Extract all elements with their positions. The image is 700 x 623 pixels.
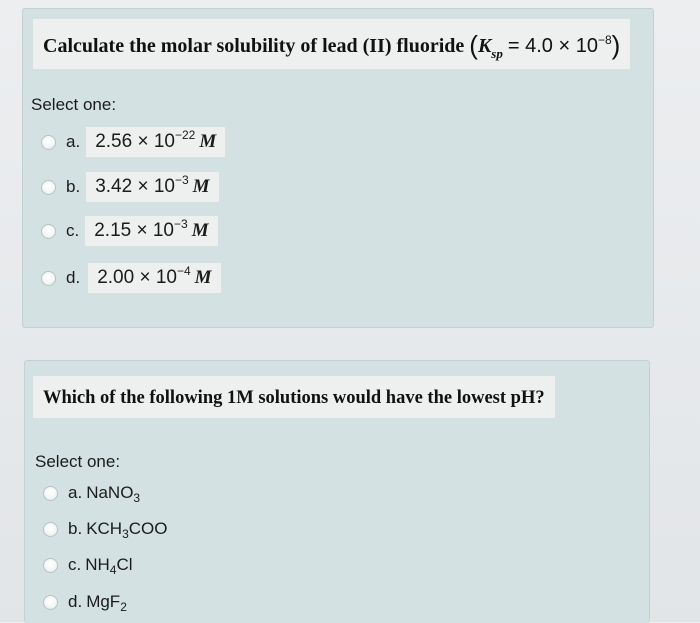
option-letter: a. [68, 483, 83, 502]
select-one-label-2: Select one: [35, 452, 121, 471]
radio-button[interactable] [43, 595, 58, 610]
question-1-text [33, 19, 630, 69]
option-value: $2.15 \times 10^{-3}$ M [85, 216, 217, 246]
option-value: $3.42 \times 10^{-3}$ M [86, 172, 218, 202]
option-letter: d. [66, 268, 81, 287]
radio-button[interactable] [41, 135, 56, 150]
option-formula: $KCH_3COO$ [86, 519, 168, 541]
q2-option-a[interactable] [43, 476, 140, 510]
question-1-prompt: Calculate the molar solubility of lead (II) fluoride [43, 35, 465, 57]
question-2-text: Which of the following 1M solutions would have the lowest pH? [33, 376, 555, 418]
radio-button[interactable] [43, 486, 58, 501]
option-letter: c. [66, 221, 80, 240]
select-one-label-1: Select one: [31, 95, 117, 114]
option-value: $2.56 \times 10^{-22}$ M [86, 127, 225, 157]
q1-option-b[interactable] [41, 170, 219, 204]
q1-option-a[interactable] [41, 125, 225, 159]
ksp-subscript: sp [491, 46, 503, 61]
open-paren: ( [469, 30, 478, 60]
option-letter: b. [66, 177, 81, 196]
radio-button[interactable] [41, 224, 56, 239]
radio-button[interactable] [43, 558, 58, 573]
q1-option-d[interactable] [41, 261, 221, 295]
option-letter: a. [66, 132, 81, 151]
question-card-2 [24, 360, 650, 623]
option-letter: c. [68, 555, 82, 574]
radio-button[interactable] [41, 180, 56, 195]
q2-option-c[interactable] [43, 548, 133, 582]
option-formula: $NH_4Cl$ [85, 555, 133, 577]
option-value: $2.00 \times 10^{-4}$ M [88, 263, 220, 293]
option-letter: b. [68, 519, 83, 538]
option-formula: NaNO$_3$ [86, 483, 141, 505]
ksp-symbol: K [477, 35, 492, 57]
radio-button[interactable] [43, 522, 58, 537]
close-paren: ) [611, 30, 621, 60]
question-card-1 [22, 8, 654, 328]
option-letter: d. [68, 592, 83, 611]
q2-option-d[interactable] [43, 585, 127, 619]
radio-button[interactable] [41, 271, 56, 286]
q1-option-c[interactable] [41, 214, 218, 248]
ksp-value: = $4.0 \times 10^{-8}$ [507, 33, 612, 57]
q2-option-b[interactable] [43, 512, 168, 546]
option-formula: MgF$_2$ [86, 592, 127, 614]
